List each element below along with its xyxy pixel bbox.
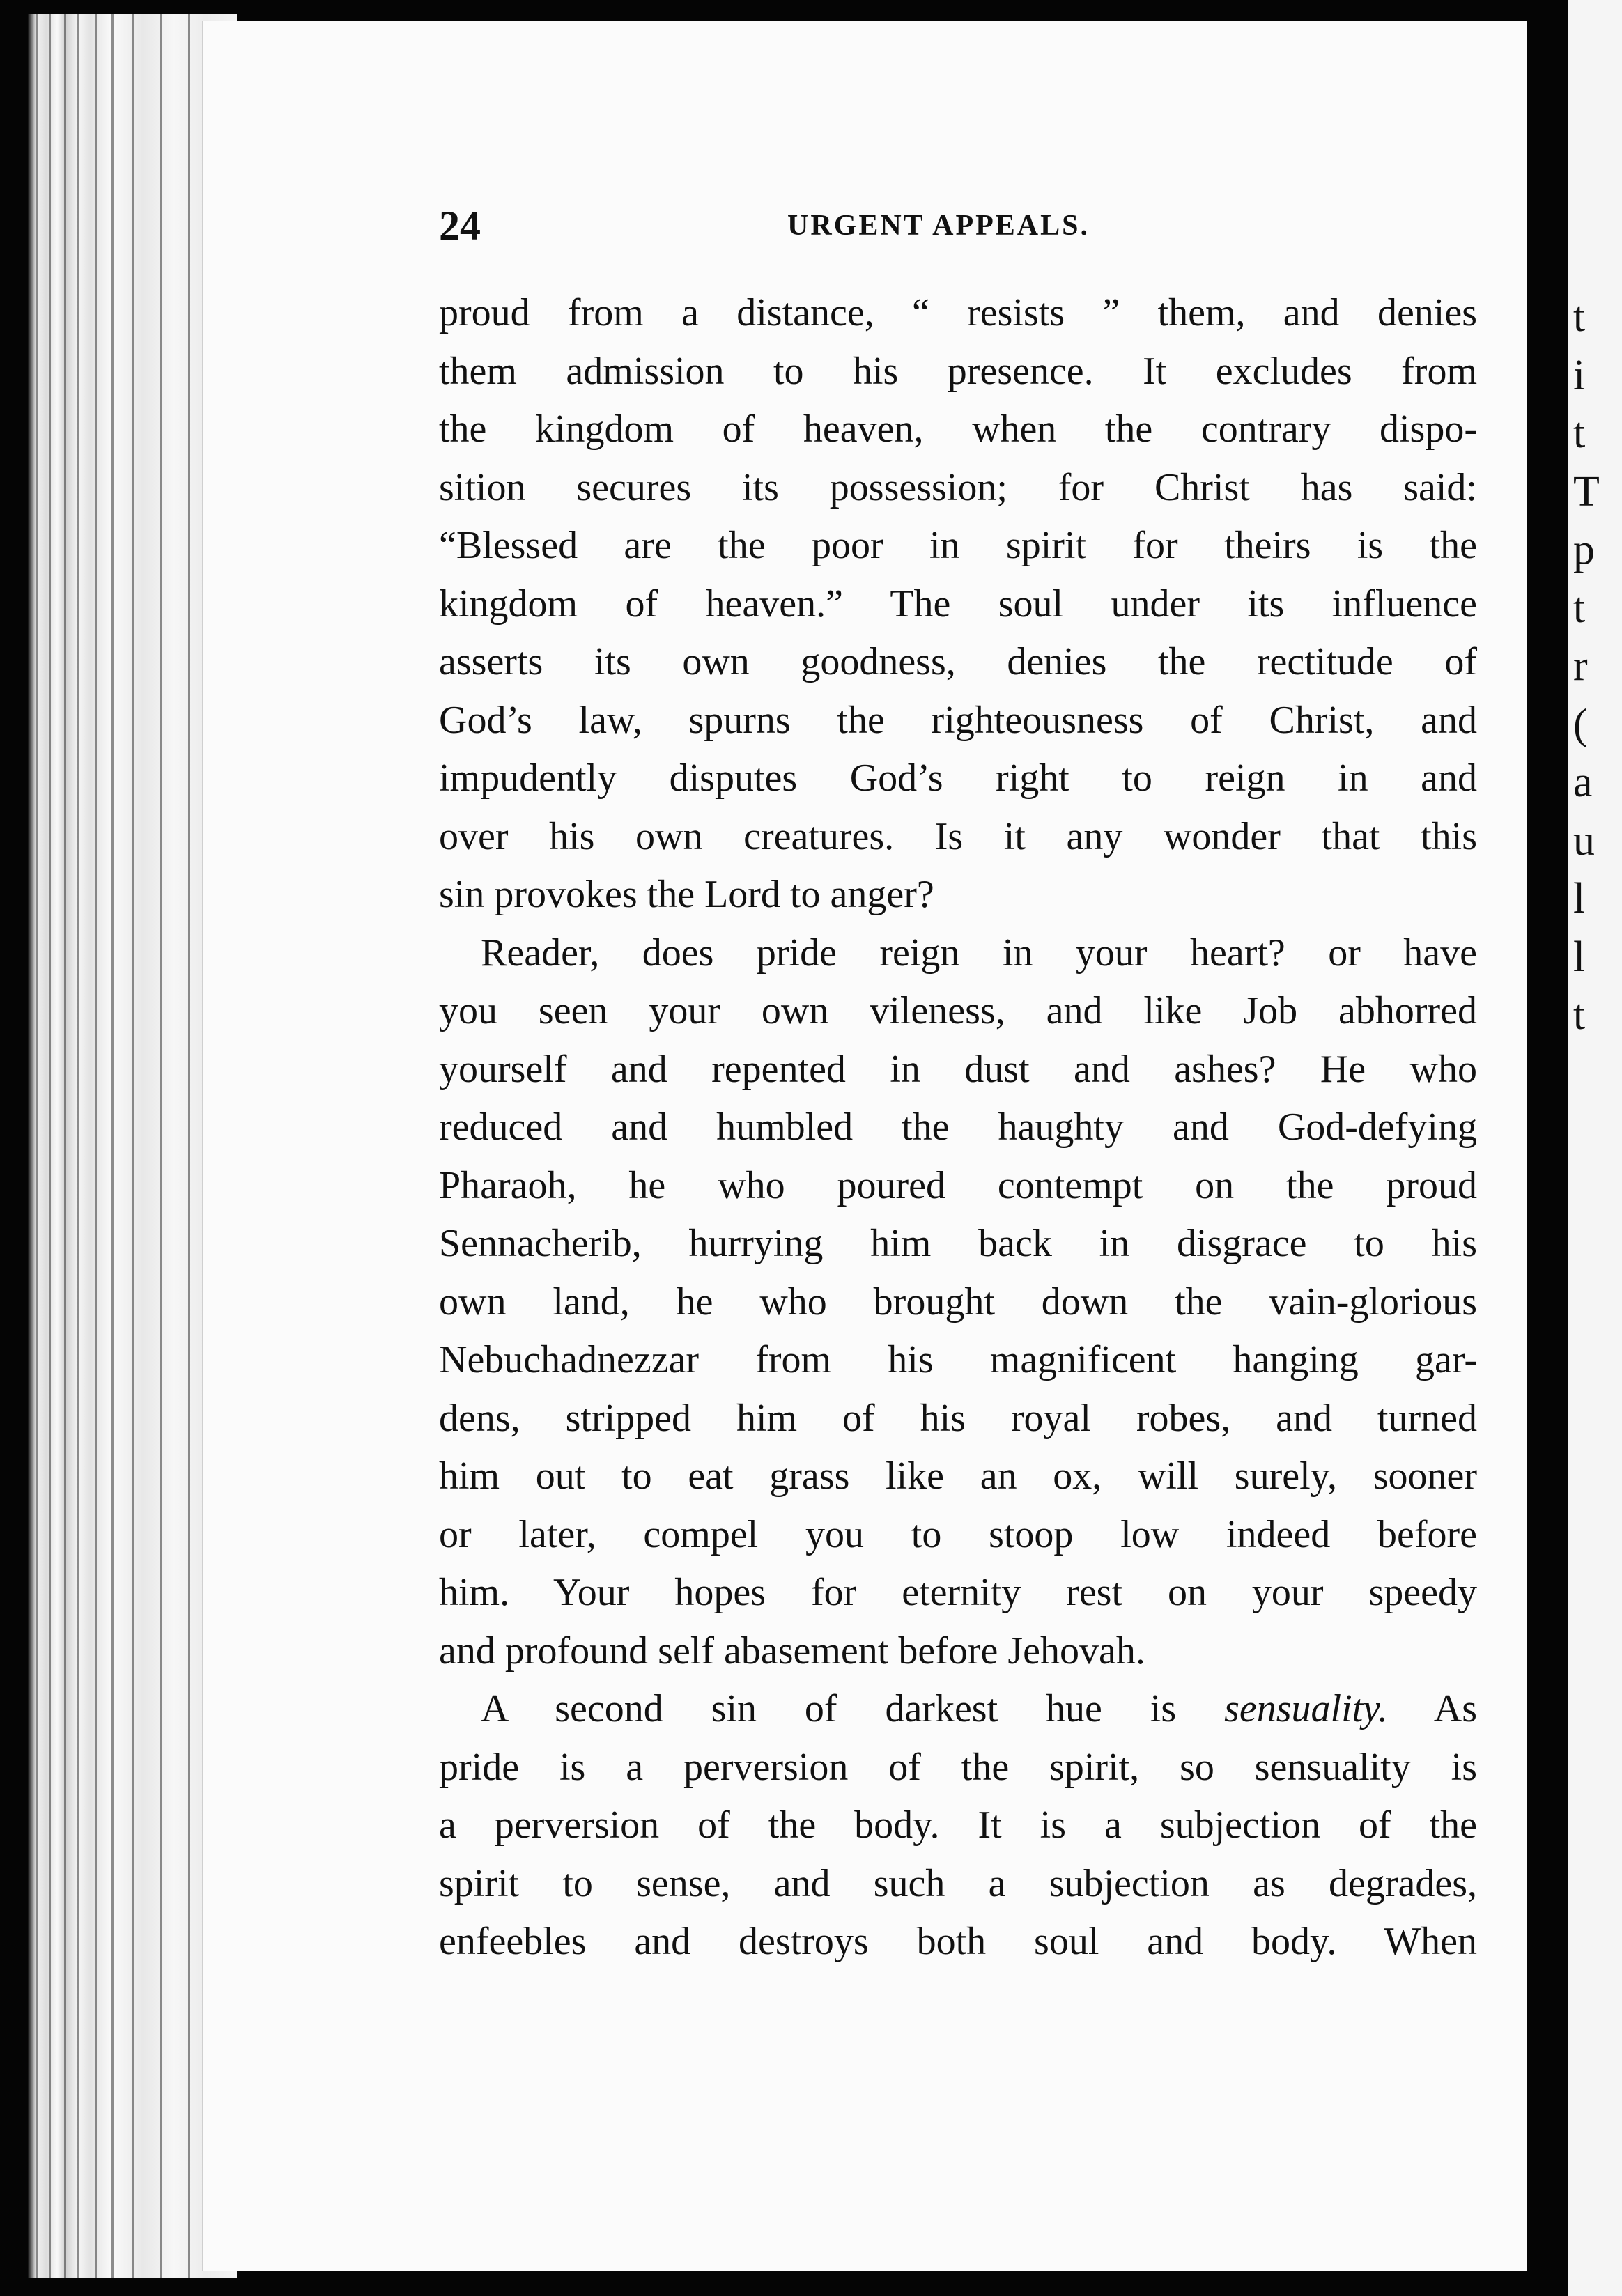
text-line: dens, stripped him of his royal robes, and turned <box>439 1396 1477 1440</box>
facing-page-fragment: l <box>1573 933 1586 981</box>
page-header <box>439 202 1484 258</box>
text-line: own land, he who brought down the vain-glorious <box>439 1280 1477 1324</box>
text-line: “Blessed are the poor in spirit for theirs is the <box>439 524 1477 567</box>
italic-term: sensuality. <box>1224 1687 1388 1730</box>
facing-page-fragment: l <box>1573 875 1586 922</box>
text-line: proud from a distance, “ resists ” them, and denies <box>439 291 1477 334</box>
text-line: pride is a perversion of the spirit, so sensuality is <box>439 1745 1477 1789</box>
text-line: yourself and repented in dust and ashes? He who <box>439 1047 1477 1091</box>
text-line: spirit to sense, and such a subjection as degrades, <box>439 1861 1477 1905</box>
body-text <box>439 284 1477 1971</box>
facing-page-fragment: T <box>1573 467 1600 515</box>
text-run: As <box>1387 1687 1477 1730</box>
text-line: a perversion of the body. It is a subjection of the <box>439 1804 1477 1847</box>
text-line: Nebuchadnezzar from his magnificent hanging gar- <box>439 1338 1477 1381</box>
facing-page-fragment: t <box>1573 410 1586 457</box>
text-line: asserts its own goodness, denies the rectitude of <box>439 640 1477 683</box>
text-line: kingdom of heaven.” The soul under its influence <box>439 582 1477 626</box>
facing-page-fragment: r <box>1573 642 1588 690</box>
text-line: and profound self abasement before Jehovah. <box>439 1629 1145 1673</box>
facing-page-fragment: t <box>1573 293 1586 341</box>
paragraph-3 <box>439 1680 1477 1971</box>
text-line: or later, compel you to stoop low indeed before <box>439 1512 1477 1556</box>
facing-page-fragment: t <box>1573 991 1586 1039</box>
facing-page-fragment: u <box>1573 816 1595 864</box>
text-line: them admission to his presence. It excludes from <box>439 349 1477 393</box>
text-line: you seen your own vileness, and like Job abhorred <box>439 989 1477 1032</box>
text-line: God’s law, spurns the righteousness of Christ, and <box>439 698 1477 742</box>
text-line: reduced and humbled the haughty and God-defying <box>439 1106 1477 1149</box>
text-line: the kingdom of heaven, when the contrary dispo- <box>439 408 1477 451</box>
text-line: impudently disputes God’s right to reign in and <box>439 757 1477 800</box>
facing-page-fragment: i <box>1573 351 1586 399</box>
text-line <box>439 1680 1477 1739</box>
paragraph-1 <box>439 284 1477 924</box>
text-line: sin provokes the Lord to anger? <box>439 873 934 916</box>
text-line: Reader, does pride reign in your heart? or have <box>481 931 1477 975</box>
text-line: Pharaoh, he who poured contempt on the proud <box>439 1163 1477 1207</box>
facing-page-fragment: p <box>1573 526 1595 573</box>
running-head: URGENT APPEALS. <box>787 210 1090 242</box>
text-line: over his own creatures. Is it any wonder that this <box>439 814 1477 858</box>
text-line: enfeebles and destroys both soul and body. When <box>439 1920 1477 1963</box>
facing-page-fragment: t <box>1573 584 1586 632</box>
text-line: sition secures its possession; for Christ has said: <box>439 465 1477 509</box>
text-run: A second sin of darkest hue is <box>481 1687 1225 1730</box>
text-line: him out to eat grass like an ox, will surely, sooner <box>439 1455 1477 1498</box>
facing-page-edge <box>1568 0 1622 2296</box>
facing-page-fragment: a <box>1573 759 1593 806</box>
page-number: 24 <box>439 203 481 249</box>
text-line: Sennacherib, hurrying him back in disgrace to his <box>439 1222 1477 1265</box>
text-line: him. Your hopes for eternity rest on your speedy <box>439 1571 1477 1614</box>
facing-page-fragment: ( <box>1573 700 1588 748</box>
paragraph-2 <box>439 924 1477 1681</box>
